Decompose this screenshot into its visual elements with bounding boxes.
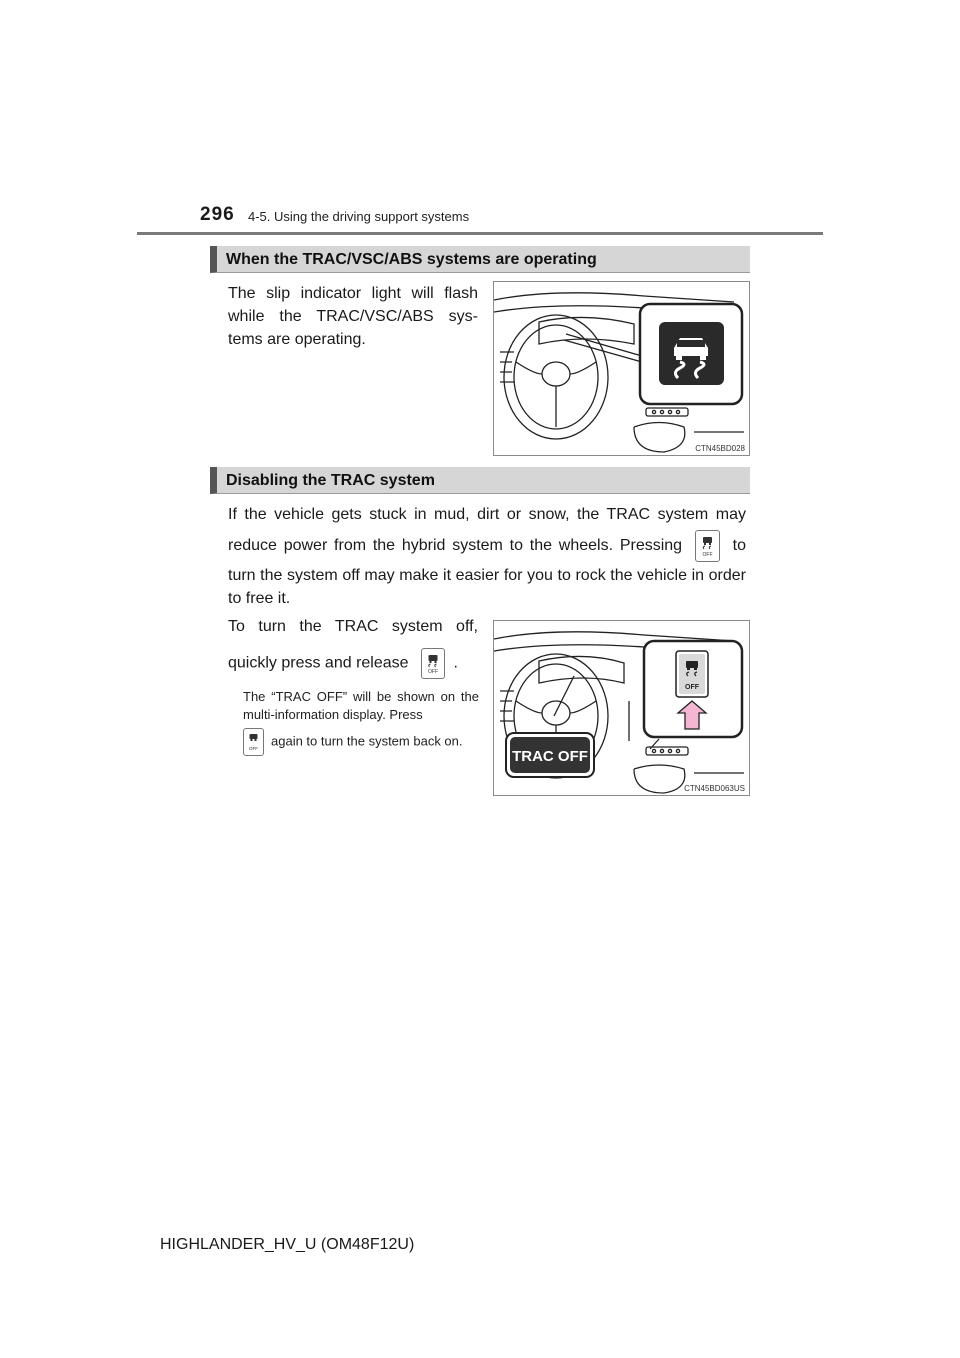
- trac-off-switch-icon: [243, 728, 264, 756]
- svg-text:OFF: OFF: [428, 669, 438, 675]
- figure-trac-off-switch: [493, 620, 750, 796]
- switch-off-label: OFF: [685, 684, 699, 691]
- trac-off-switch-icon: [676, 651, 708, 697]
- page-number: 296: [200, 204, 235, 225]
- section-title: 4-5. Using the driving support systems: [248, 209, 470, 224]
- banner-trac-vsc-abs-operating: When the TRAC/VSC/ABS systems are operating: [210, 246, 750, 273]
- turn-off-paragraph: [228, 615, 478, 679]
- trac-off-switch-icon: [421, 648, 445, 679]
- slip-indicator-icon: [659, 322, 724, 385]
- figure-code: CTN45BD063US: [684, 784, 745, 793]
- figure-slip-indicator: [493, 281, 750, 456]
- slip-indicator-paragraph: The slip indicator light will flash while the TRAC/VSC/ABS sys-tems are operating.: [228, 285, 478, 348]
- disabling-paragraph-part2: to: [732, 537, 746, 555]
- dashboard-illustration: [494, 282, 750, 456]
- turn-off-period: .: [453, 654, 458, 672]
- trac-off-callout-label: TRAC OFF: [512, 748, 588, 765]
- trac-off-switch-icon: [695, 530, 720, 562]
- header-rule: [137, 232, 823, 235]
- turn-off-line1: To turn the TRAC system off,: [228, 618, 478, 635]
- figure-code: CTN45BD028: [695, 444, 745, 453]
- footer-doc-id: HIGHLANDER_HV_U (OM48F12U): [160, 1236, 415, 1253]
- disabling-paragraph-part1: If the vehicle gets stuck in mud, dirt or snow, the TRAC system may reduce power from the hybrid system to the wheels. Pressing: [228, 506, 746, 555]
- disabling-paragraph-part3: turn the system off may make it easier for you to rock the vehicle in order to free it.: [228, 567, 746, 607]
- dashboard-illustration-2: [494, 621, 750, 796]
- svg-text:OFF: OFF: [702, 552, 713, 558]
- svg-text:OFF: OFF: [249, 746, 258, 751]
- disabling-trac-paragraph: [228, 500, 746, 610]
- banner-disabling-trac: Disabling the TRAC system: [210, 467, 750, 494]
- note-part1: The “TRAC OFF” will be shown on the multi-information display. Press: [243, 689, 479, 722]
- note-part2: again to turn the system back on.: [271, 733, 463, 749]
- trac-off-note: [243, 688, 479, 756]
- turn-off-line2: quickly press and release: [228, 654, 409, 672]
